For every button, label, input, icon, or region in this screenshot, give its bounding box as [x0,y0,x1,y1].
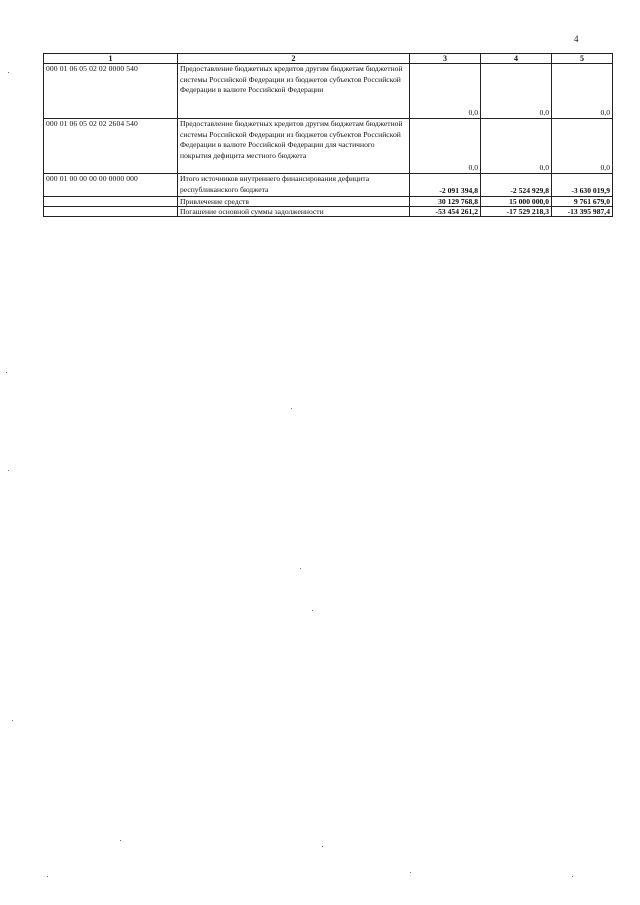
scan-speck [291,408,292,409]
item-name-cell: Предоставление бюджетных кредитов другим бюджетам бюджетной системы Российской Федерации из бюджетов субъектов Российской Федерации в валюте Российской Федерации [178,64,410,119]
value-cell-col4: 15 000 000,0 [481,197,552,207]
scan-speck [410,872,411,873]
value-cell-col5: 9 761 679,0 [552,197,613,207]
page-number: 4 [574,34,579,44]
scan-speck [8,470,9,471]
budget-code-cell: 000 01 06 05 02 02 0000 540 [44,64,178,119]
budget-sources-table [43,53,613,217]
value-cell-col5: -3 630 019,9 [552,174,613,197]
item-name-cell: Предоставление бюджетных кредитов другим бюджетам бюджетной системы Российской Федерации из бюджетов субъектов Российской Федерации в валюте Российской Федерации для частичного покрытия дефицита местного бюджета [178,119,410,174]
value-cell-col5: 0,0 [552,119,613,174]
scan-speck [12,720,13,721]
column-header: 3 [410,54,481,64]
item-name-cell: Привлечение средств [178,197,410,207]
table-row [44,207,613,217]
value-cell-col3: -53 454 261,2 [410,207,481,217]
column-header: 4 [481,54,552,64]
column-header: 2 [178,54,410,64]
budget-code-cell: 000 01 06 05 02 02 2604 540 [44,119,178,174]
value-cell-col4: 0,0 [481,64,552,119]
column-header: 1 [44,54,178,64]
scan-speck [300,568,301,569]
column-header: 5 [552,54,613,64]
value-cell-col5: -13 395 987,4 [552,207,613,217]
scan-speck [572,876,573,877]
value-cell-col3: 30 129 768,8 [410,197,481,207]
table-header-row [44,54,613,64]
scan-speck [120,840,121,841]
budget-code-cell [44,197,178,207]
table-row [44,64,613,119]
value-cell-col5: 0,0 [552,64,613,119]
scan-speck [322,846,323,847]
budget-code-cell [44,207,178,217]
value-cell-col3: -2 091 394,8 [410,174,481,197]
value-cell-col3: 0,0 [410,64,481,119]
scan-speck [6,372,7,373]
table-row [44,197,613,207]
scan-speck [8,72,9,73]
table-row [44,119,613,174]
total-row [44,174,613,197]
item-name-cell: Погашение основной суммы задолженности [178,207,410,217]
item-name-cell: Итого источников внутреннего финансирования дефицита республиканского бюджета [178,174,410,197]
value-cell-col4: -2 524 929,8 [481,174,552,197]
budget-code-cell: 000 01 00 00 00 00 0000 000 [44,174,178,197]
scan-speck [47,876,48,877]
value-cell-col4: -17 529 218,3 [481,207,552,217]
scan-speck [312,610,313,611]
value-cell-col3: 0,0 [410,119,481,174]
value-cell-col4: 0,0 [481,119,552,174]
